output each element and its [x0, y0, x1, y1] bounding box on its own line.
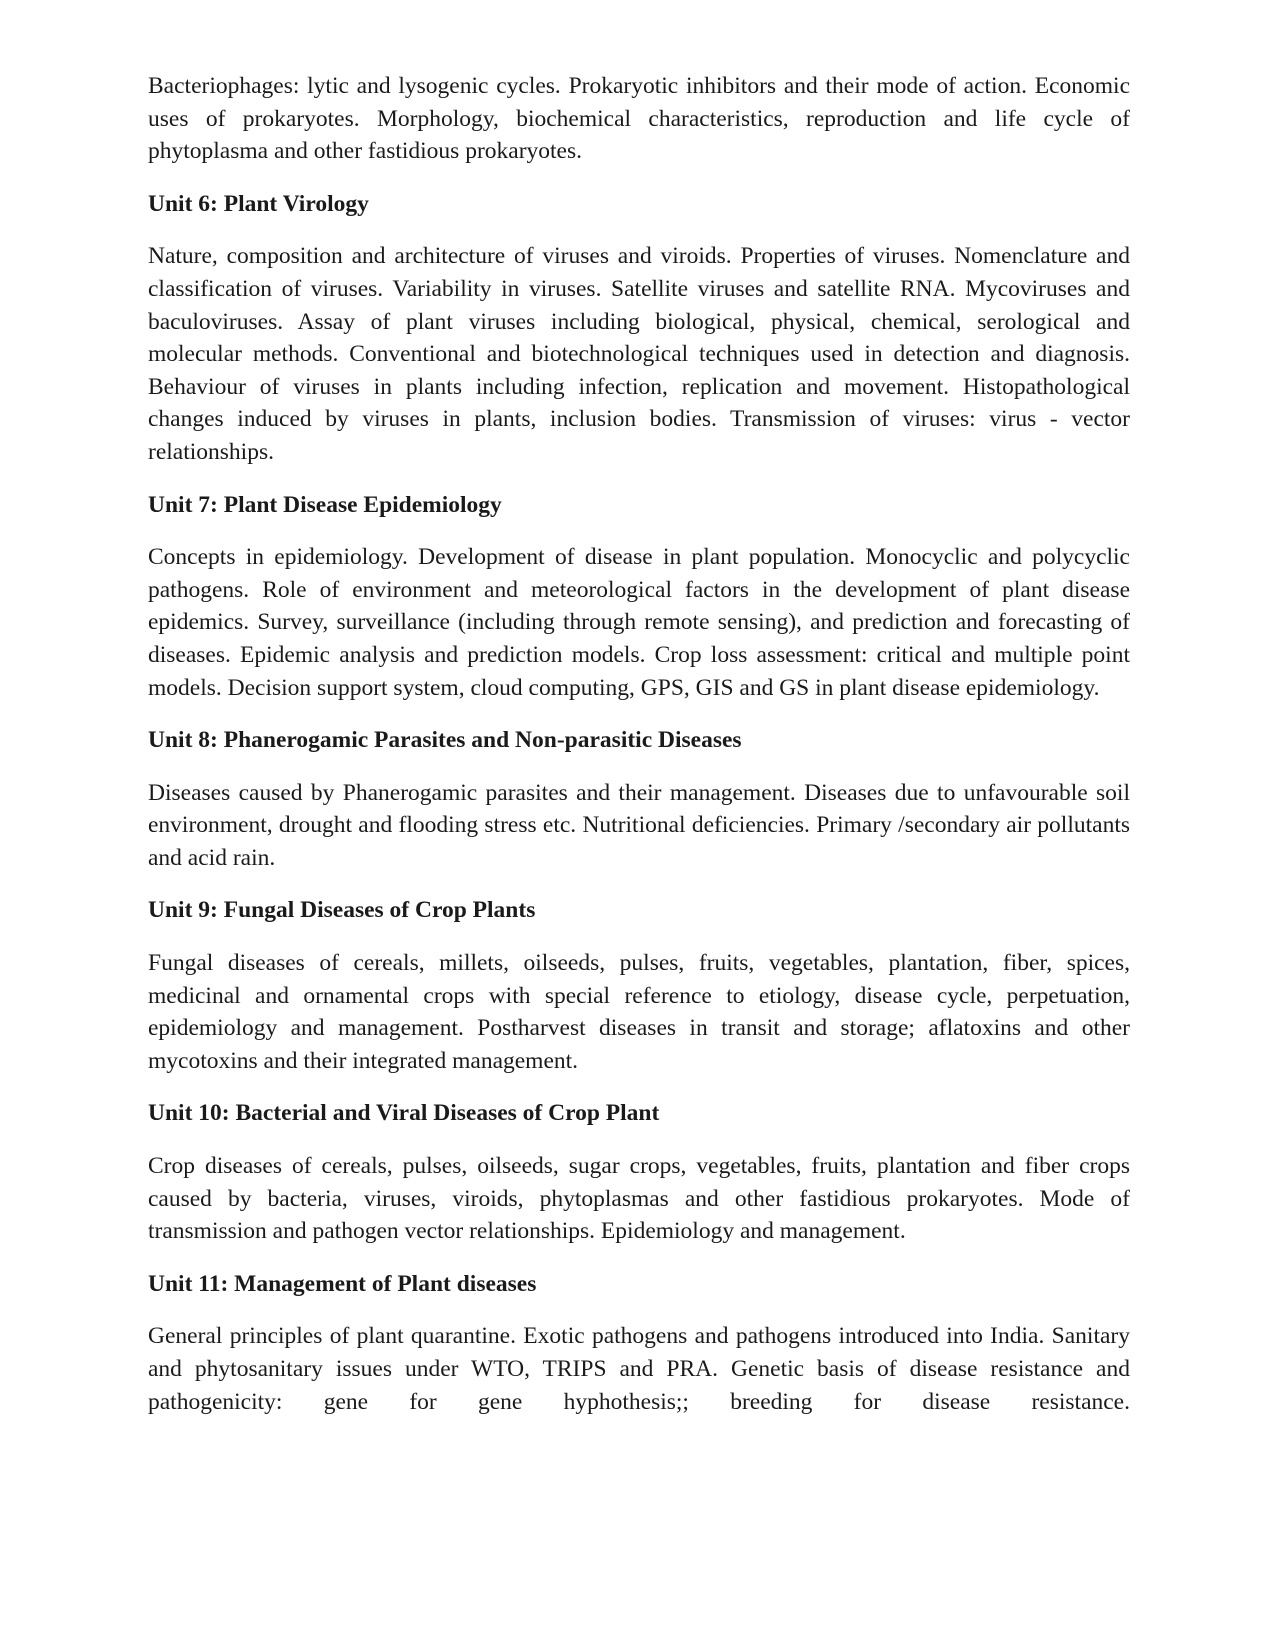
unit-7-paragraph: Concepts in epidemiology. Development of disease in plant population. Monocyclic and polycyclic pathogens. Role of environment and meteorological factors in the development of plant disease epidemics. Survey, surveillance (including through remote sensing), and prediction and forecasting of diseases. Epidemic analysis and prediction models. Crop loss assessment: critical and multiple point models. Decision support system, cloud computing, GPS, GIS and GS in plant disease epidemiology. [148, 544, 1130, 701]
unit-8-paragraph: Diseases caused by Phanerogamic parasites and their management. Diseases due to unfavourable soil environment, drought and flooding stress etc. Nutritional deficiencies. Primary /secondary air pollutants and acid rain. [148, 779, 1130, 871]
unit-11-heading: Unit 11: Management of Plant diseases [148, 1270, 537, 1297]
document-page [148, 70, 1130, 1418]
unit-11-paragraph: General principles of plant quarantine. Exotic pathogens and pathogens introduced into India. Sanitary and phytosanitary issues under WTO, TRIPS and PRA. Genetic basis of disease resistance and pathogenicity: gene for gene hyphothesis;; breeding for disease resistance. [148, 1323, 1130, 1415]
unit-6-paragraph: Nature, composition and architecture of viruses and viroids. Properties of viruses. Nomenclature and classification of viruses. Variability in viruses. Satellite viruses and satellite RNA. Mycoviruses and baculoviruses. Assay of plant viruses including biological, physical, chemical, serological and molecular methods. Conventional and biotechnological techniques used in detection and diagnosis. Behaviour of viruses in plants including infection, replication and movement. Histopathological changes induced by viruses in plants, inclusion bodies. Transmission of viruses: virus - vector relationships. [148, 243, 1130, 465]
unit-8-heading: Unit 8: Phanerogamic Parasites and Non-parasitic Diseases [148, 727, 742, 754]
unit-10-paragraph: Crop diseases of cereals, pulses, oilseeds, sugar crops, vegetables, fruits, plantation and fiber crops caused by bacteria, viruses, viroids, phytoplasmas and other fastidious prokaryotes. Mode of transmission and pathogen vector relationships. Epidemiology and management. [148, 1153, 1130, 1245]
unit-9-paragraph: Fungal diseases of cereals, millets, oilseeds, pulses, fruits, vegetables, plantation, fiber, spices, medicinal and ornamental crops with special reference to etiology, disease cycle, perpetuation, epidemiology and management. Postharvest diseases in transit and storage; aflatoxins and other mycotoxins and their integrated management. [148, 950, 1130, 1074]
unit-10-heading: Unit 10: Bacterial and Viral Diseases of Crop Plant [148, 1100, 660, 1127]
unit-6-heading: Unit 6: Plant Virology [148, 190, 369, 217]
intro-paragraph: Bacteriophages: lytic and lysogenic cycles. Prokaryotic inhibitors and their mode of action. Economic uses of prokaryotes. Morphology, biochemical characteristics, reproduction and life cycle of phytoplasma and other fastidious prokaryotes. [148, 73, 1130, 165]
unit-7-heading: Unit 7: Plant Disease Epidemiology [148, 491, 502, 518]
unit-9-heading: Unit 9: Fungal Diseases of Crop Plants [148, 897, 536, 924]
